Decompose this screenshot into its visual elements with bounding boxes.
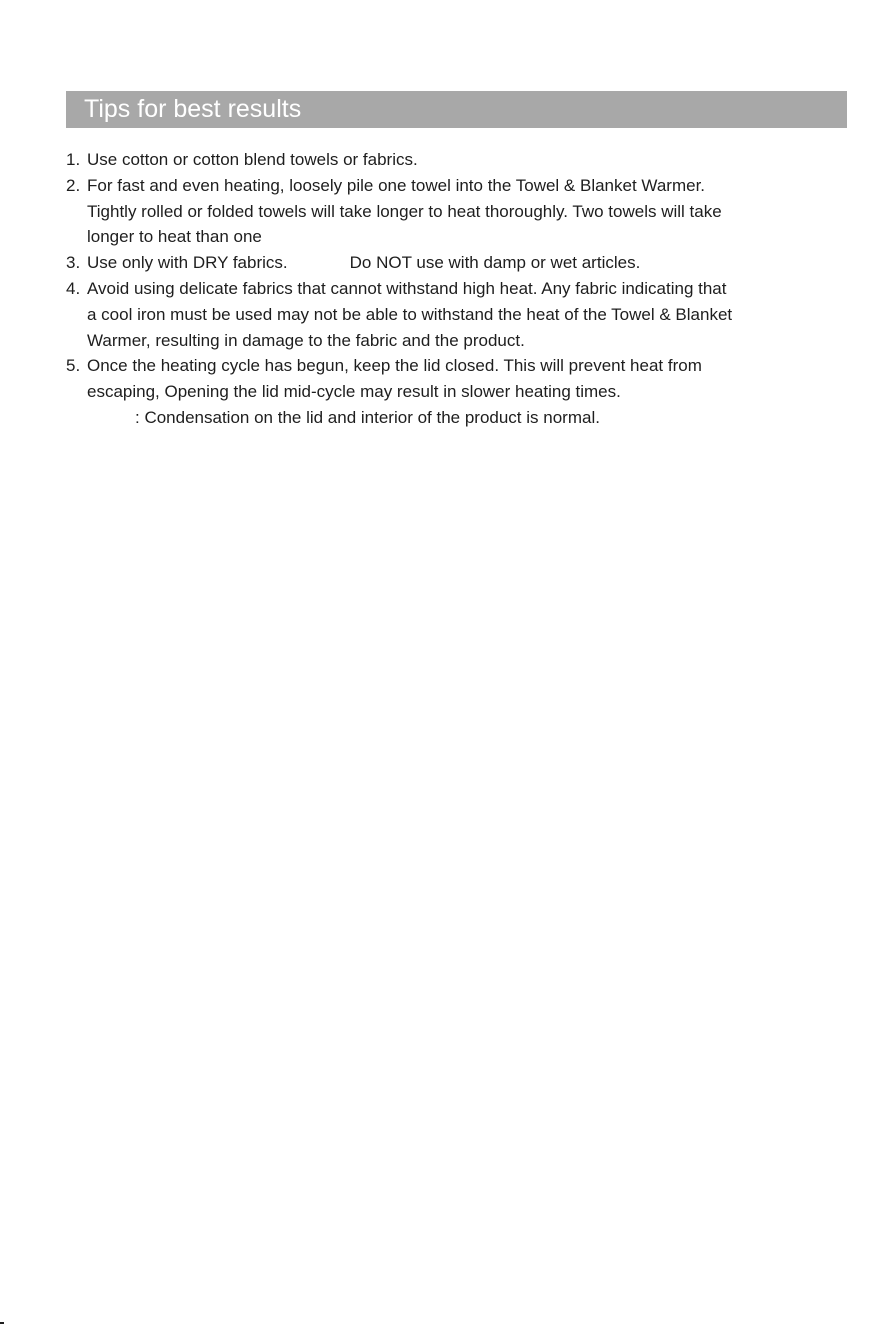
tip-line: Once the heating cycle has begun, keep the lid closed. This will prevent heat from xyxy=(87,356,702,376)
tip-item-5 xyxy=(66,353,856,405)
tip-text xyxy=(87,276,856,353)
tip-line: Warmer, resulting in damage to the fabric and the product. xyxy=(87,330,525,350)
tip-text-part: Do NOT use with damp or wet articles. xyxy=(349,253,641,273)
tip-number: 1. xyxy=(66,150,81,169)
tip-number: 4. xyxy=(66,278,81,298)
tip-line xyxy=(87,250,856,276)
tip-number: 3. xyxy=(66,253,81,273)
section-title: Tips for best results xyxy=(84,95,302,123)
tip-text xyxy=(87,173,856,250)
tip-text xyxy=(87,353,856,405)
tip-item-4 xyxy=(66,276,856,353)
tip-line: Use cotton or cotton blend towels or fabrics. xyxy=(87,150,418,169)
tip-line: Avoid using delicate fabrics that cannot withstand high heat. Any fabric indicating that xyxy=(87,278,727,298)
tip-line: a cool iron must be used may not be able to withstand the heat of the Towel & Blanket xyxy=(87,304,733,324)
tip-line: Tightly rolled or folded towels will take longer to heat thoroughly. Two towels will take xyxy=(87,201,722,221)
tip-text xyxy=(87,147,856,173)
condensation-note: : Condensation on the lid and interior of the product is normal. xyxy=(135,407,600,427)
tip-item-3 xyxy=(66,250,856,276)
tip-line: escaping, Opening the lid mid-cycle may result in slower heating times. xyxy=(87,382,621,402)
tip-line: For fast and even heating, loosely pile one towel into the Towel & Blanket Warmer. xyxy=(87,175,706,195)
tip-text-part: Use only with DRY fabrics. xyxy=(87,253,288,273)
tip-line: longer to heat than one xyxy=(87,227,262,247)
tip-item-2 xyxy=(66,173,856,250)
tip-number: 2. xyxy=(66,175,81,195)
section-header xyxy=(66,91,847,128)
tip-item-1 xyxy=(66,147,856,173)
tips-list xyxy=(66,147,856,431)
tip-text xyxy=(87,250,856,276)
tip-number: 5. xyxy=(66,356,81,376)
